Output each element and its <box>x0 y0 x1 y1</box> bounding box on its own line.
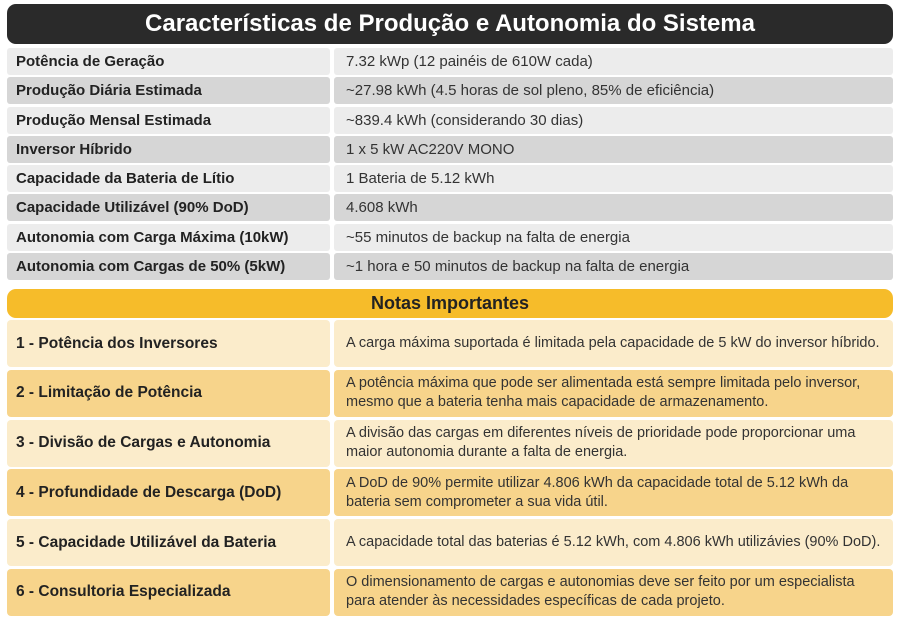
spec-row <box>7 107 893 134</box>
spec-label: Potência de Geração <box>7 48 330 75</box>
spec-label: Produção Mensal Estimada <box>7 107 330 134</box>
spec-row <box>7 136 893 163</box>
spec-row <box>7 165 893 192</box>
spec-row <box>7 77 893 104</box>
spec-label: Produção Diária Estimada <box>7 77 330 104</box>
note-row <box>7 370 893 417</box>
spec-row <box>7 48 893 75</box>
spec-label: Capacidade Utilizável (90% DoD) <box>7 194 330 221</box>
spec-value: ~1 hora e 50 minutos de backup na falta de energia <box>334 253 893 280</box>
note-label: 5 - Capacidade Utilizável da Bateria <box>7 519 330 566</box>
note-label: 2 - Limitação de Potência <box>7 370 330 417</box>
note-text: O dimensionamento de cargas e autonomias deve ser feito por um especialista para atender às necessidades específicas de cada projeto. <box>334 569 893 616</box>
page-title: Características de Produção e Autonomia do Sistema <box>7 4 893 44</box>
spec-value: ~27.98 kWh (4.5 horas de sol pleno, 85% de eficiência) <box>334 77 893 104</box>
spec-value: 4.608 kWh <box>334 194 893 221</box>
spec-value: 1 Bateria de 5.12 kWh <box>334 165 893 192</box>
spec-value: 7.32 kWp (12 painéis de 610W cada) <box>334 48 893 75</box>
note-row <box>7 320 893 367</box>
note-row <box>7 569 893 616</box>
spec-value: ~839.4 kWh (considerando 30 dias) <box>334 107 893 134</box>
spec-row <box>7 224 893 251</box>
note-row <box>7 469 893 516</box>
spec-row <box>7 253 893 280</box>
spec-label: Autonomia com Cargas de 50% (5kW) <box>7 253 330 280</box>
note-label: 3 - Divisão de Cargas e Autonomia <box>7 420 330 467</box>
note-row <box>7 420 893 467</box>
note-label: 4 - Profundidade de Descarga (DoD) <box>7 469 330 516</box>
spec-label: Capacidade da Bateria de Lítio <box>7 165 330 192</box>
note-text: A potência máxima que pode ser alimentada está sempre limitada pelo inversor, mesmo que a bateria tenha mais capacidade de armazenamento. <box>334 370 893 417</box>
spec-label: Inversor Híbrido <box>7 136 330 163</box>
note-text: A divisão das cargas em diferentes níveis de prioridade pode proporcionar uma maior autonomia durante a falta de energia. <box>334 420 893 467</box>
specs-table <box>7 48 893 282</box>
note-text: A DoD de 90% permite utilizar 4.806 kWh da capacidade total de 5.12 kWh da bateria sem comprometer a sua vida útil. <box>334 469 893 516</box>
notes-title: Notas Importantes <box>7 289 893 318</box>
note-row <box>7 519 893 566</box>
note-text: A capacidade total das baterias é 5.12 kWh, com 4.806 kWh utilizávies (90% DoD). <box>334 519 893 566</box>
spec-label: Autonomia com Carga Máxima (10kW) <box>7 224 330 251</box>
spec-row <box>7 194 893 221</box>
notes-table <box>7 320 893 619</box>
note-label: 1 - Potência dos Inversores <box>7 320 330 367</box>
spec-value: 1 x 5 kW AC220V MONO <box>334 136 893 163</box>
spec-value: ~55 minutos de backup na falta de energia <box>334 224 893 251</box>
note-text: A carga máxima suportada é limitada pela capacidade de 5 kW do inversor híbrido. <box>334 320 893 367</box>
note-label: 6 - Consultoria Especializada <box>7 569 330 616</box>
